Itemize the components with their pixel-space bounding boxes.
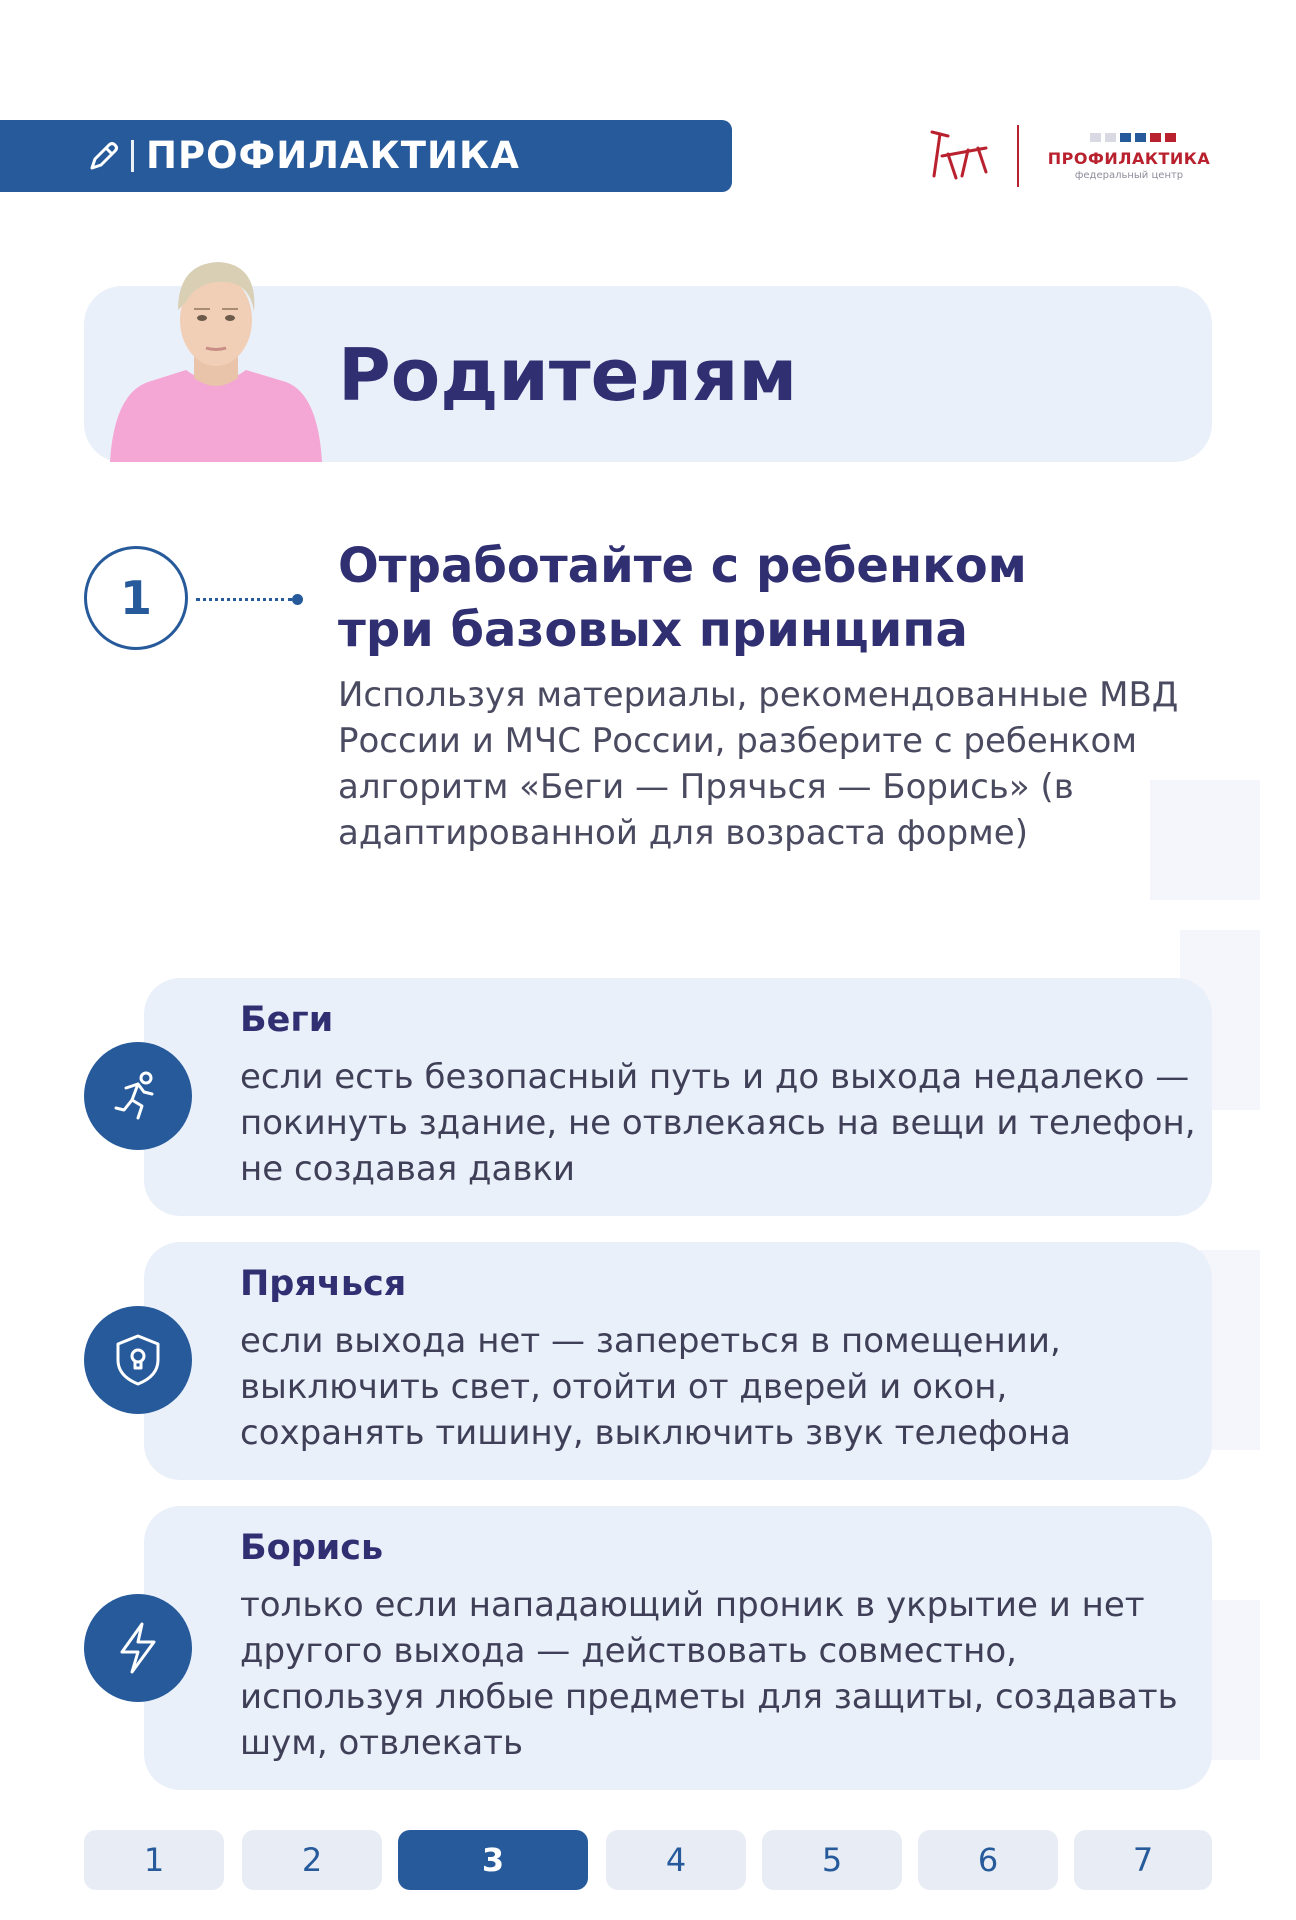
banner-title: ПРОФИЛАКТИКА: [146, 134, 520, 177]
shield-icon: [84, 1306, 192, 1414]
lightning-icon: [84, 1594, 192, 1702]
step-connector: [196, 598, 292, 601]
step-heading-line1: Отработайте с ребенком: [338, 538, 1027, 594]
page-button-7[interactable]: 7: [1074, 1830, 1212, 1890]
step-heading-line2: три базовых принципа: [338, 602, 968, 658]
card-fight-title: Борись: [240, 1528, 384, 1568]
card-run-text: если есть безопасный путь и до выхода недалеко — покинуть здание, не отвлекаясь на вещи и телефон, не создавая давки: [240, 1057, 1196, 1189]
card-fight-text: только если нападающий проник в укрытие и нет другого выхода — действовать совместно, используя любые предметы для защиты, создавать шум, отвлекать: [240, 1585, 1178, 1763]
step-heading: [338, 534, 1198, 662]
logo-name: ПРОФИЛАКТИКА: [1047, 149, 1211, 168]
page-button-4[interactable]: 4: [606, 1830, 746, 1890]
page-button-3[interactable]: 3: [398, 1830, 588, 1890]
step-connector-end: [292, 594, 303, 605]
pencil-icon: [86, 138, 120, 174]
page-button-5[interactable]: 5: [762, 1830, 902, 1890]
header-banner: [0, 120, 732, 192]
step-number-badge: 1: [84, 546, 188, 650]
page-title: Родителям: [338, 333, 798, 417]
logo-subtitle: федеральный центр: [1074, 170, 1184, 181]
logo-divider: [1017, 125, 1019, 187]
logo-emblem-icon: [928, 128, 990, 180]
parent-portrait: [108, 254, 324, 462]
running-person-icon: [84, 1042, 192, 1150]
step-lead-text: Используя материалы, рекомендованные МВД России и МЧС России, разберите с ребенком алгоритм «Беги — Прячься — Борись» (в адаптированной для возраста форме): [338, 675, 1179, 853]
pagination: [84, 1830, 1212, 1890]
banner-divider: [131, 140, 134, 172]
page-button-2[interactable]: 2: [242, 1830, 382, 1890]
card-hide-text: если выхода нет — запереться в помещении, выключить свет, отойти от дверей и окон, сохранять тишину, выключить звук телефона: [240, 1321, 1071, 1453]
card-run-title: Беги: [240, 1000, 334, 1040]
card-hide-title: Прячься: [240, 1264, 407, 1304]
logo-flag-bars: [1090, 133, 1176, 142]
page-button-1[interactable]: 1: [84, 1830, 224, 1890]
page-button-6[interactable]: 6: [918, 1830, 1058, 1890]
